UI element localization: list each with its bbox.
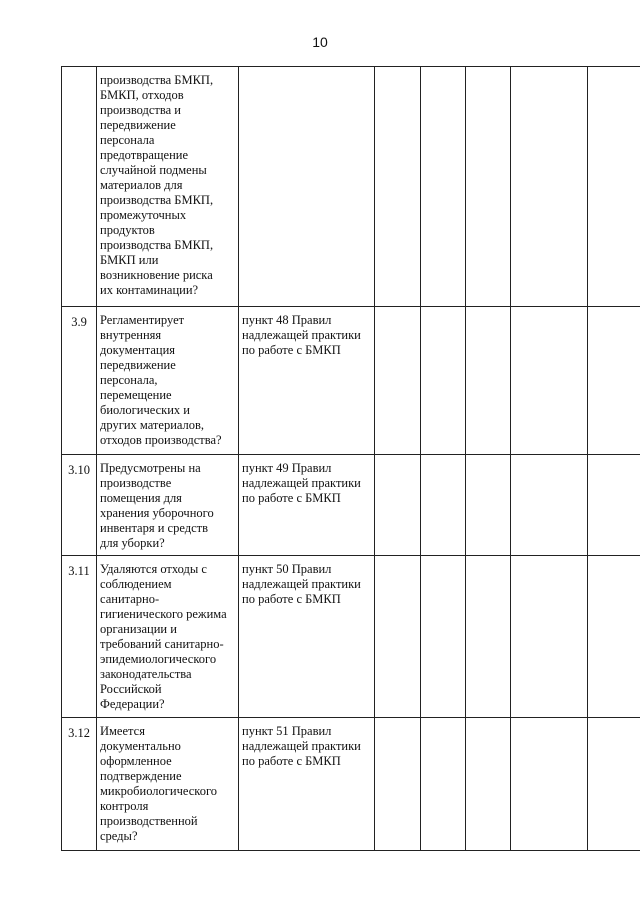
legal-reference: пункт 51 Правил надлежащей практики по работе с БМКП (239, 718, 375, 851)
answer-yes-cell[interactable] (375, 455, 421, 556)
note-cell[interactable] (511, 718, 588, 851)
answer-no-cell[interactable] (421, 718, 466, 851)
table-row (62, 455, 640, 556)
answer-na-cell[interactable] (466, 718, 511, 851)
answer-yes-cell[interactable] (375, 67, 421, 307)
requirement-question: Регламентирует внутренняя документация передвижение персонала, перемещение биологических и других материалов, отходов производства? (97, 307, 239, 455)
extra-cell[interactable] (588, 556, 640, 718)
answer-yes-cell[interactable] (375, 307, 421, 455)
extra-cell[interactable] (588, 455, 640, 556)
answer-yes-cell[interactable] (375, 556, 421, 718)
extra-cell[interactable] (588, 67, 640, 307)
extra-cell[interactable] (588, 307, 640, 455)
answer-na-cell[interactable] (466, 455, 511, 556)
table-row (62, 307, 640, 455)
note-cell[interactable] (511, 307, 588, 455)
table-row (62, 556, 640, 718)
answer-no-cell[interactable] (421, 556, 466, 718)
item-number (62, 67, 97, 307)
note-cell[interactable] (511, 67, 588, 307)
item-number: 3.10 (62, 455, 97, 556)
item-number: 3.11 (62, 556, 97, 718)
requirement-question: Удаляются отходы с соблюдением санитарно- гигиенического режима организации и требований санитарно- эпидемиологического законодательства Российской Федерации? (97, 556, 239, 718)
requirement-question: Предусмотрены на производстве помещения для хранения уборочного инвентаря и средств для уборки? (97, 455, 239, 556)
legal-reference: пункт 50 Правил надлежащей практики по работе с БМКП (239, 556, 375, 718)
checklist-table (61, 66, 640, 851)
requirement-question: Имеется документально оформленное подтверждение микробиологического контроля производственной среды? (97, 718, 239, 851)
legal-reference (239, 67, 375, 307)
answer-yes-cell[interactable] (375, 718, 421, 851)
item-number: 3.12 (62, 718, 97, 851)
legal-reference: пункт 49 Правил надлежащей практики по работе с БМКП (239, 455, 375, 556)
extra-cell[interactable] (588, 718, 640, 851)
answer-no-cell[interactable] (421, 307, 466, 455)
answer-no-cell[interactable] (421, 455, 466, 556)
table-row (62, 67, 640, 307)
answer-na-cell[interactable] (466, 556, 511, 718)
table-row (62, 718, 640, 851)
answer-no-cell[interactable] (421, 67, 466, 307)
item-number: 3.9 (62, 307, 97, 455)
page-number: 10 (312, 34, 328, 50)
legal-reference: пункт 48 Правил надлежащей практики по работе с БМКП (239, 307, 375, 455)
answer-na-cell[interactable] (466, 307, 511, 455)
note-cell[interactable] (511, 556, 588, 718)
requirement-question: производства БМКП, БМКП, отходов производства и передвижение персонала предотвращение случайной подмены материалов для производства БМКП, промежуточных продуктов производства БМКП, БМКП или возникновение риска их контаминации? (97, 67, 239, 307)
answer-na-cell[interactable] (466, 67, 511, 307)
note-cell[interactable] (511, 455, 588, 556)
